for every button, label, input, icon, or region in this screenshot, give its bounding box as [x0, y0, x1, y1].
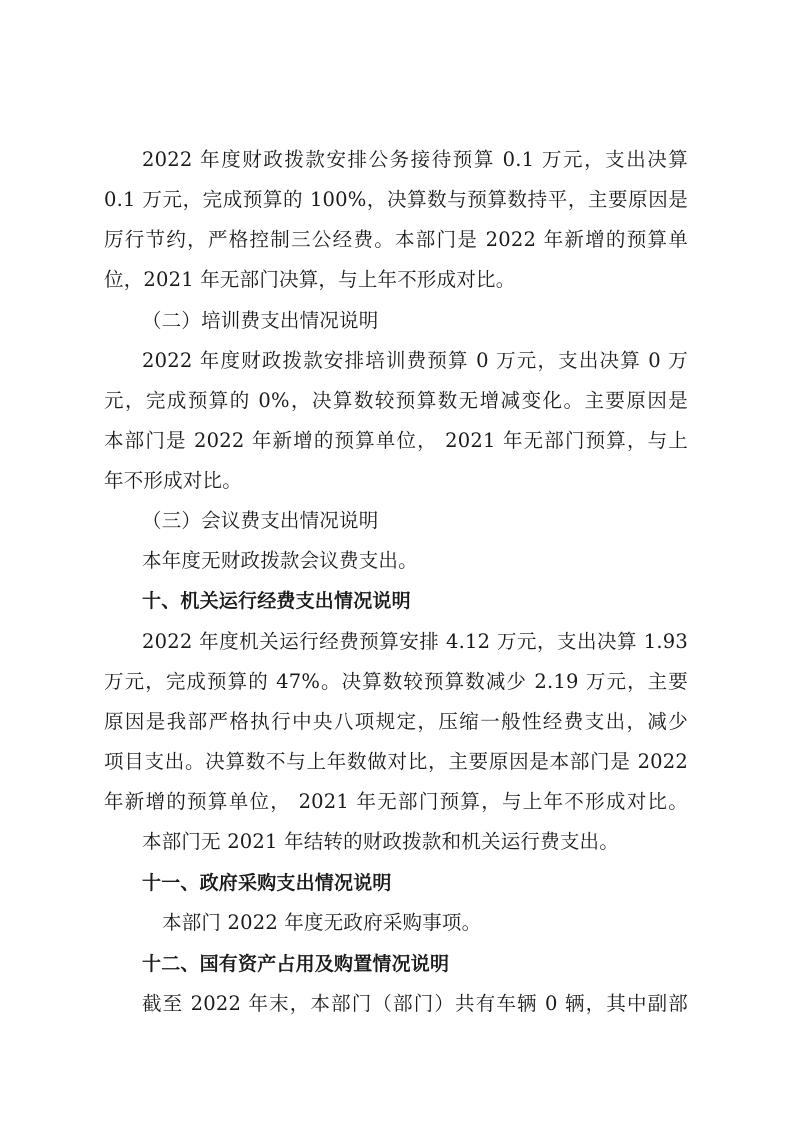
- paragraph-assets-line-1: 截至 2022 年末，本部门（部门）共有车辆 0 辆，其中副部: [142, 992, 688, 1015]
- paragraph-operating-line-1: 2022 年度机关运行经费预算安排 4.12 万元，支出决算 1.93: [142, 630, 688, 653]
- paragraph-hospitality-line-4: 位，2021 年无部门决算，与上年不形成对比。: [104, 268, 516, 291]
- heading-section-12: 十二、国有资产占用及购置情况说明: [142, 953, 450, 975]
- paragraph-operating-line-4: 项目支出。决算数不与上年数做对比，主要原因是本部门是 2022: [104, 750, 688, 773]
- paragraph-hospitality-line-1: 2022 年度财政拨款安排公务接待预算 0.1 万元，支出决算: [142, 148, 688, 171]
- heading-section-10: 十、机关运行经费支出情况说明: [142, 590, 411, 612]
- paragraph-carryover: 本部门无 2021 年结转的财政拨款和机关运行费支出。: [142, 830, 619, 853]
- paragraph-training-line-3: 本部门是 2022 年新增的预算单位， 2021 年无部门预算，与上: [104, 429, 688, 452]
- paragraph-operating-line-2: 万元，完成预算的 47%。决算数较预算数减少 2.19 万元，主要: [104, 670, 688, 693]
- paragraph-training-line-4: 年不形成对比。: [104, 469, 242, 492]
- paragraph-training-line-1: 2022 年度财政拨款安排培训费预算 0 万元，支出决算 0 万: [142, 349, 688, 372]
- paragraph-operating-line-5: 年新增的预算单位， 2021 年无部门预算，与上年不形成对比。: [104, 790, 688, 813]
- paragraph-meeting: 本年度无财政拨款会议费支出。: [142, 549, 418, 572]
- heading-section-11: 十一、政府采购支出情况说明: [142, 872, 392, 894]
- paragraph-procurement: 本部门 2022 年度无政府采购事项。: [162, 911, 482, 934]
- paragraph-hospitality-line-3: 厉行节约，严格控制三公经费。本部门是 2022 年新增的预算单: [104, 228, 688, 251]
- paragraph-hospitality-line-2: 0.1 万元，完成预算的 100%，决算数与预算数持平，主要原因是: [104, 188, 688, 211]
- paragraph-training-line-2: 元，完成预算的 0%，决算数较预算数无增减变化。主要原因是: [104, 389, 688, 412]
- paragraph-operating-line-3: 原因是我部严格执行中央八项规定，压缩一般性经费支出，减少: [104, 710, 688, 733]
- subheading-training: （二）培训费支出情况说明: [142, 309, 379, 332]
- subheading-meeting: （三）会议费支出情况说明: [142, 509, 379, 532]
